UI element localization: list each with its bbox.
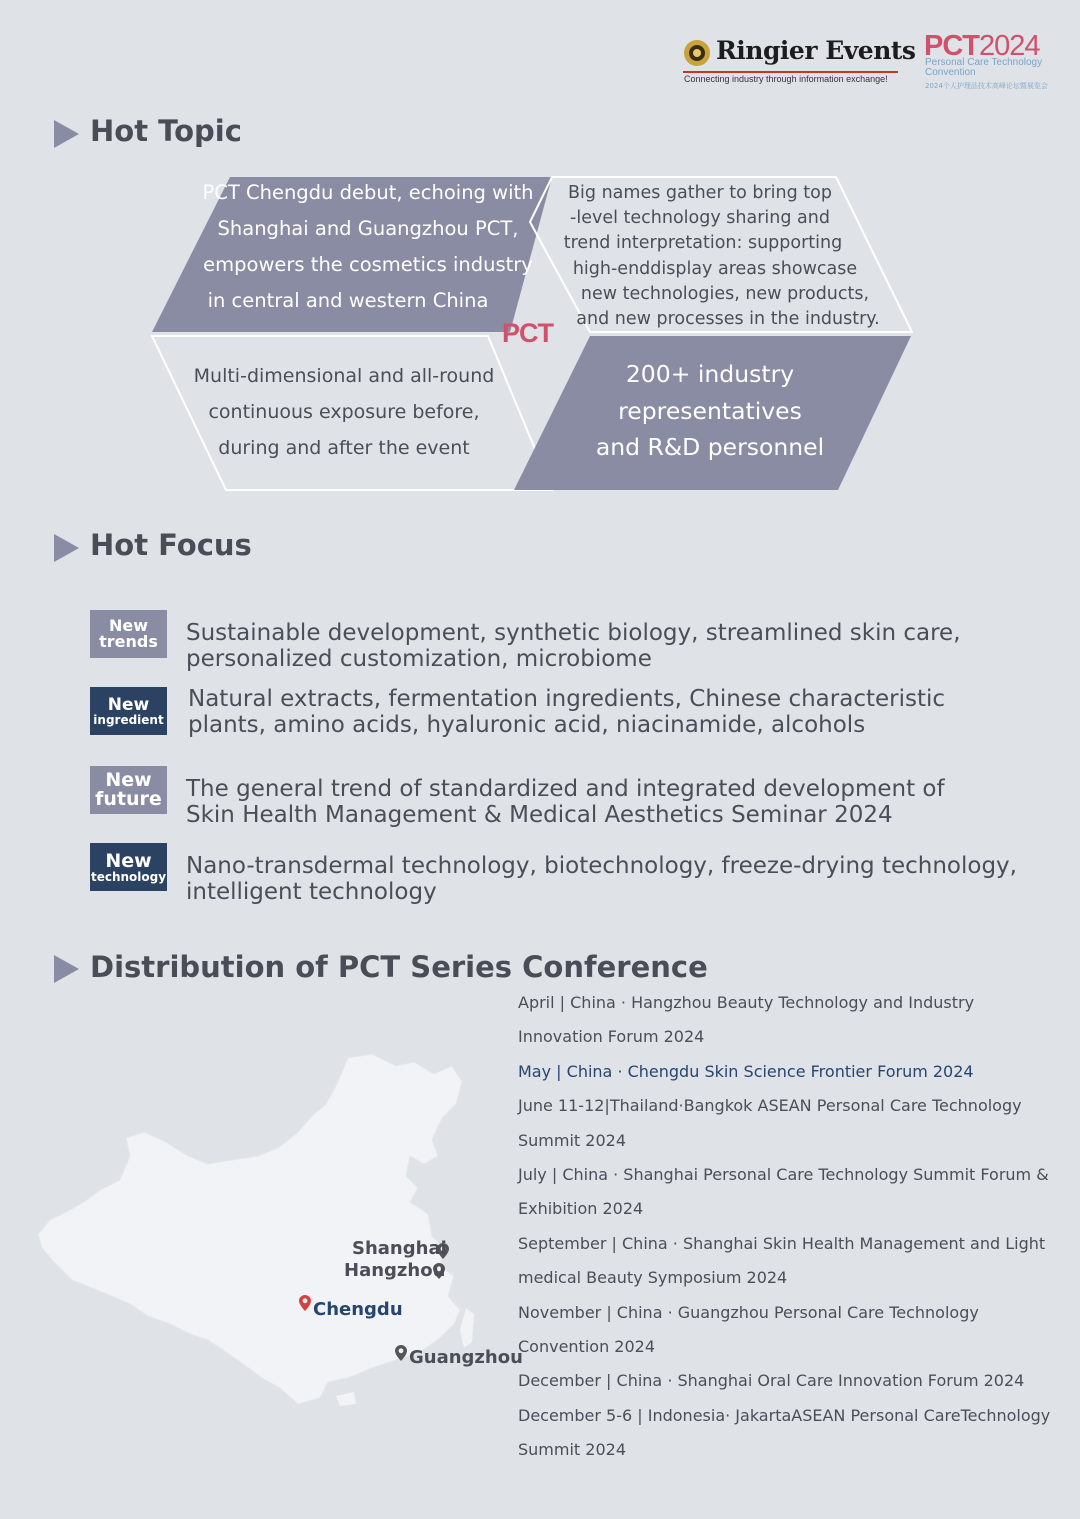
- section-arrow-icon: [54, 534, 79, 562]
- topic-line: Multi-dimensional and all-round: [193, 365, 495, 387]
- topic-line: high-enddisplay areas showcase: [572, 258, 858, 279]
- topic-bottom-left-text: [172, 358, 516, 466]
- event-item: December | China · Shanghai Oral Care Innovation Forum 2024: [518, 1371, 1025, 1391]
- focus-line: intelligent technology: [186, 879, 437, 905]
- event-item: July | China · Shanghai Personal Care Technology Summit Forum & Exhibition 2024: [518, 1165, 1049, 1219]
- city-label-hangzhou: Hangzhou: [344, 1260, 446, 1281]
- topic-bottom-right-text: [560, 356, 860, 466]
- badge-word: New: [105, 849, 152, 872]
- ringier-tagline: Connecting industry through information exchange!: [684, 74, 888, 84]
- badge-word: future: [95, 788, 162, 810]
- focus-line: Natural extracts, fermentation ingredients, Chinese characteristic: [188, 686, 946, 712]
- pct-logo-year: 2024: [979, 30, 1040, 62]
- topic-line: PCT Chengdu debut, echoing with: [202, 181, 534, 204]
- topic-line: and new processes in the industry.: [576, 309, 880, 330]
- focus-item-ingredient: [188, 686, 945, 738]
- focus-line: personalized customization, microbiome: [186, 646, 652, 672]
- pct-logo-subtitle-1: Personal Care Technology: [925, 57, 1043, 68]
- focus-line: plants, amino acids, hyaluronic acid, niacinamide, alcohols: [188, 712, 866, 738]
- topic-line: -level technology sharing and: [570, 208, 830, 229]
- topic-line: continuous exposure before,: [208, 401, 480, 423]
- focus-item-technology: [186, 853, 1017, 905]
- badge-word: technology: [90, 869, 167, 884]
- topic-line: Big names gather to bring top: [568, 183, 832, 203]
- focus-item-trends: [186, 620, 961, 672]
- pct-logo-subtitle: [925, 58, 1042, 78]
- topic-top-right-text: [560, 181, 912, 332]
- focus-line: Sustainable development, synthetic biology, streamlined skin care,: [186, 620, 961, 646]
- event-item: June 11-12|Thailand·Bangkok ASEAN Personal Care Technology Summit 2024: [518, 1096, 1022, 1150]
- event-list: [518, 986, 1058, 1468]
- focus-line: The general trend of standardized and integrated development of: [186, 776, 945, 802]
- event-item: April | China · Hangzhou Beauty Technology and Industry Innovation Forum 2024: [518, 993, 975, 1047]
- event-item: December 5-6 | Indonesia· JakartaASEAN Personal CareTechnology Summit 2024: [518, 1405, 1051, 1460]
- badge-new-ingredient: [90, 687, 167, 735]
- badge-word: trends: [99, 632, 158, 651]
- badge-new-technology: [90, 843, 167, 891]
- event-item-highlight: May | China · Chengdu Skin Science Frontier Forum 2024: [518, 1061, 974, 1081]
- taiwan-shape: [460, 1308, 474, 1348]
- pct-logo-subtitle-2: Convention: [925, 67, 976, 78]
- distribution-title: Distribution of PCT Series Conference: [90, 950, 708, 984]
- badge-new-trends: [90, 610, 167, 658]
- ringier-emblem-icon: [682, 38, 712, 68]
- topic-line: new technologies, new products,: [580, 283, 870, 304]
- badge-word: ingredient: [93, 712, 164, 727]
- event-item: September | China · Shanghai Skin Health Management and Light medical Beauty Symposium 2024: [518, 1233, 1046, 1288]
- city-label-chengdu: Chengdu: [313, 1299, 403, 1320]
- badge-word: New: [107, 694, 150, 715]
- pct-logo-text: PCT: [924, 30, 979, 62]
- event-item: November | China · Guangzhou Personal Care Technology Convention 2024: [518, 1302, 979, 1357]
- topic-line: and R&D personnel: [595, 433, 825, 461]
- topic-line: 200+ industry: [625, 360, 795, 388]
- focus-line: Skin Health Management & Medical Aesthetics Seminar 2024: [186, 802, 893, 828]
- pct-center-logo: PCT: [502, 318, 553, 348]
- hot-focus-title: Hot Focus: [90, 528, 252, 562]
- city-label-guangzhou: Guangzhou: [409, 1347, 523, 1368]
- badge-word: New: [108, 616, 149, 635]
- section-arrow-icon: [54, 955, 79, 983]
- ringier-events-name: Ringier Events: [716, 36, 916, 65]
- focus-item-future: [186, 776, 945, 828]
- city-label-shanghai: Shanghai: [352, 1238, 447, 1259]
- focus-line: Nano-transdermal technology, biotechnology, freeze-drying technology,: [186, 853, 1017, 879]
- topic-line: in central and western China: [207, 289, 489, 312]
- section-arrow-icon: [54, 120, 79, 148]
- map-pin-red-icon: [299, 1295, 311, 1311]
- topic-line: trend interpretation: supporting: [563, 233, 843, 254]
- topic-line: empowers the cosmetics industry: [203, 253, 533, 276]
- hainan-shape: [336, 1392, 356, 1406]
- topic-line: Shanghai and Guangzhou PCT,: [217, 217, 519, 240]
- map-pin-icon: [395, 1345, 407, 1361]
- pct-logo-chinese: 2024个人护理品技术高峰论坛暨展览会: [925, 82, 1048, 90]
- topic-line: during and after the event: [218, 437, 470, 459]
- hot-topic-title: Hot Topic: [90, 114, 242, 148]
- badge-word: New: [105, 769, 152, 791]
- ringier-divider: [683, 71, 898, 73]
- badge-new-future: [90, 766, 167, 814]
- topic-line: representatives: [618, 396, 802, 425]
